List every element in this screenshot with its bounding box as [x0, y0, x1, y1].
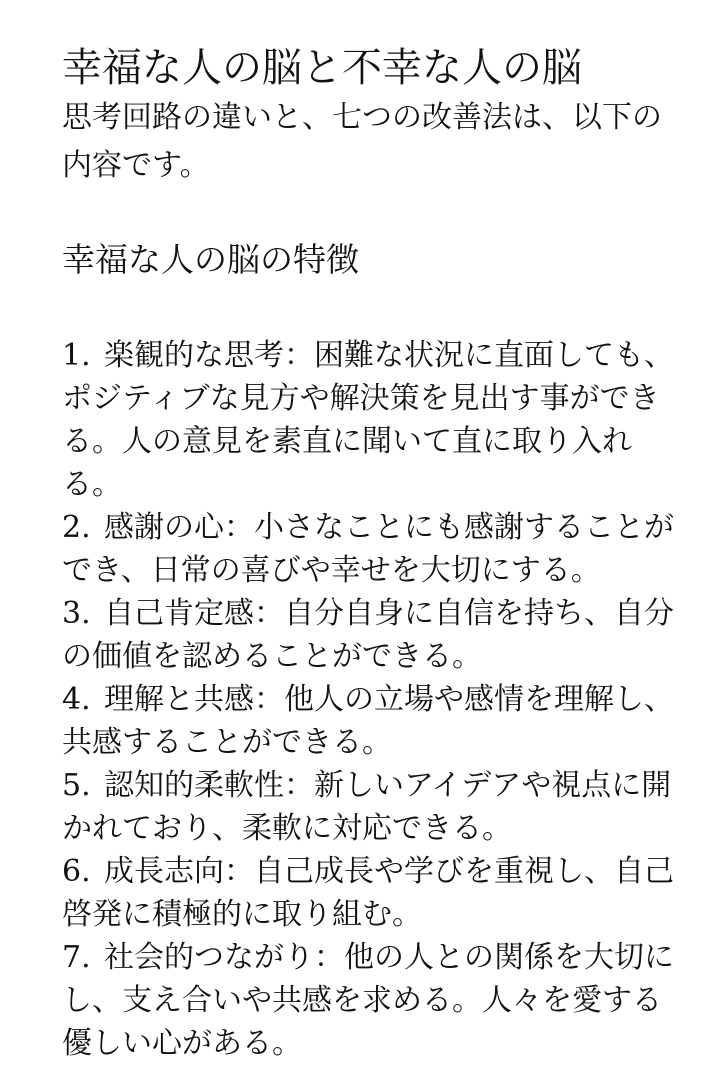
section-title: 幸福な人の脳の特徴: [62, 240, 359, 279]
list-item: [62, 592, 680, 678]
item-number: 2.: [62, 510, 91, 545]
features-list: [62, 334, 680, 1065]
item-number: 3.: [62, 596, 91, 631]
item-text: 楽観的な思考：困難な状況に直面しても、ポジティブな見方や解決策を見出す事ができる。人の意見を素直に聞いて直に取り入れる。: [62, 338, 674, 502]
list-item: [62, 506, 680, 592]
list-item: [62, 334, 680, 506]
item-text: 社会的つながり：他の人との関係を大切にし、支え合いや共感を求める。人々を愛する優しい心がある。: [62, 940, 674, 1061]
list-item: [62, 764, 680, 850]
item-number: 6.: [62, 854, 91, 889]
item-number: 4.: [62, 682, 91, 717]
intro-text: 思考回路の違いと、七つの改善法は、以下の内容です。: [62, 100, 662, 183]
page-title: 幸福な人の脳と不幸な人の脳: [62, 45, 582, 91]
item-text: 成長志向：自己成長や学びを重視し、自己啓発に積極的に取り組む。: [62, 854, 674, 932]
item-text: 感謝の心：小さなことにも感謝することができ、日常の喜びや幸せを大切にする。: [62, 510, 674, 588]
item-text: 自己肯定感：自分自身に自信を持ち、自分の価値を認めることができる。: [62, 596, 674, 674]
item-number: 5.: [62, 768, 91, 803]
item-number: 1.: [62, 338, 91, 373]
item-text: 認知的柔軟性：新しいアイデアや視点に開かれており、柔軟に対応できる。: [62, 768, 672, 846]
item-number: 7.: [62, 940, 91, 975]
list-item: [62, 936, 680, 1065]
list-item: [62, 850, 680, 936]
item-text: 理解と共感：他人の立場や感情を理解し、共感することができる。: [62, 682, 674, 760]
list-item: [62, 678, 680, 764]
